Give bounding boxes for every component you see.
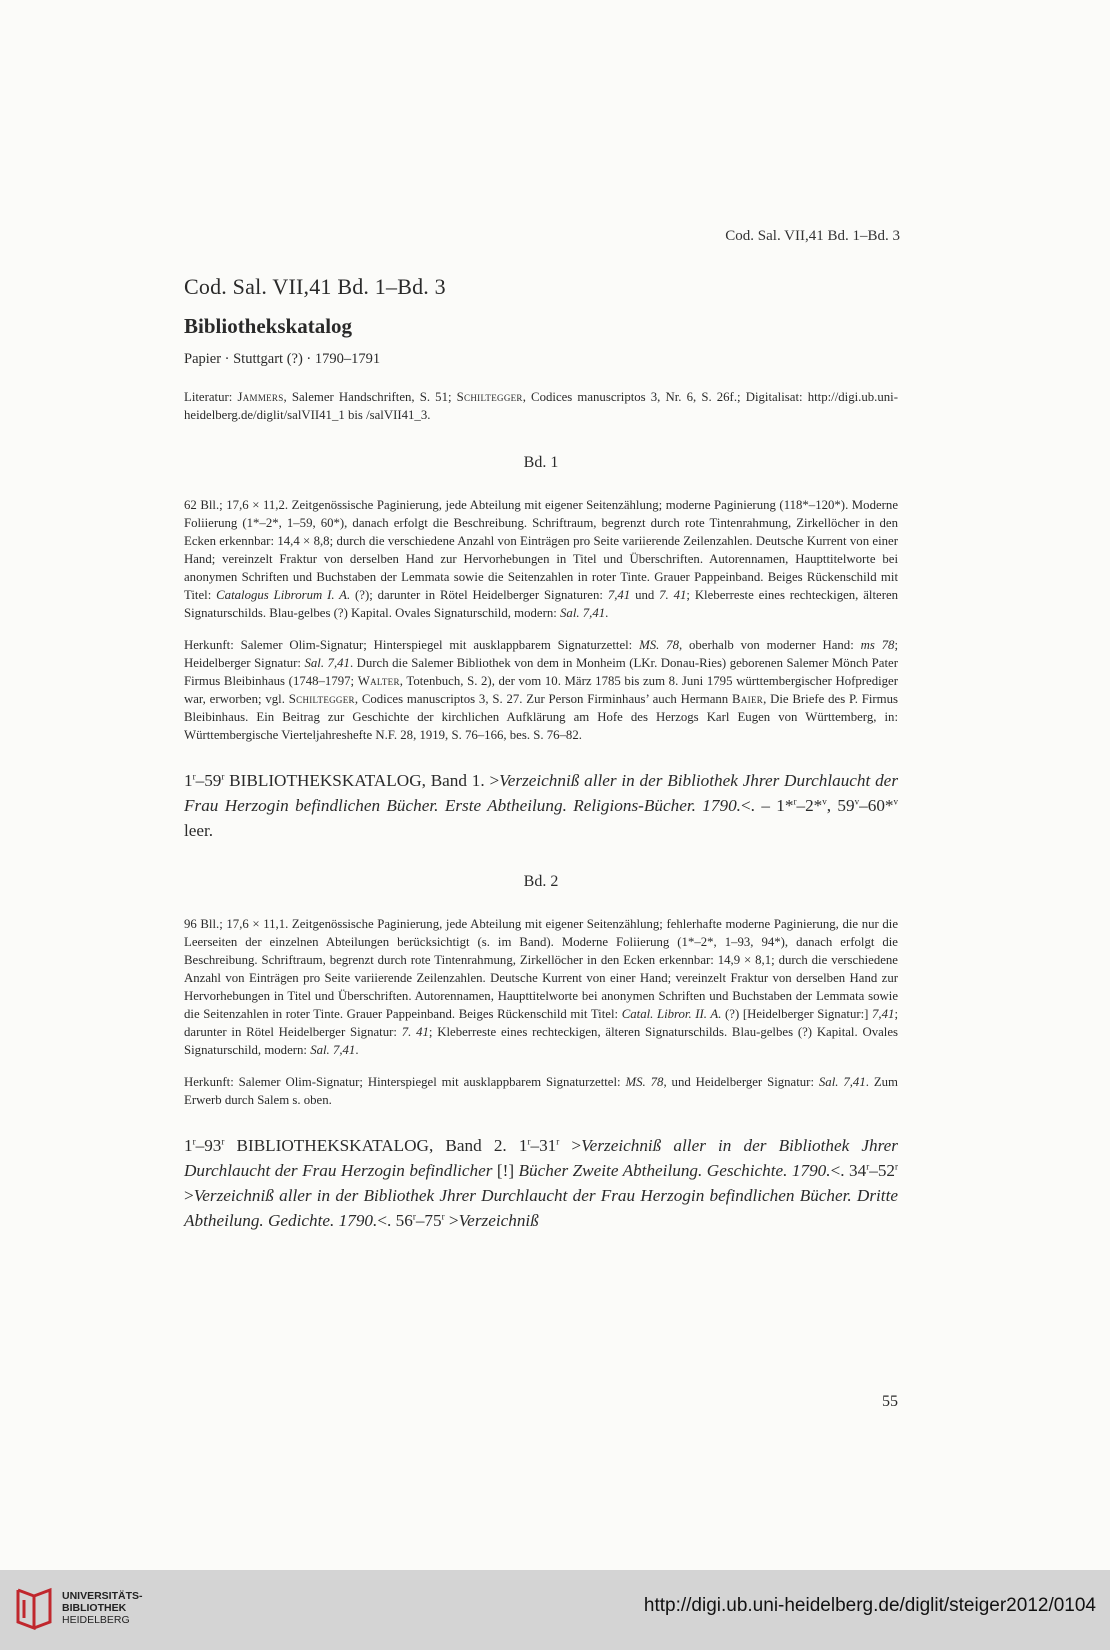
running-head: Cod. Sal. VII,41 Bd. 1–Bd. 3 [725,228,900,244]
origin-line: Papier · Stuttgart (?) · 1790–1791 [184,351,381,367]
shelfmark-heading: Cod. Sal. VII,41 Bd. 1–Bd. 3 [184,274,446,299]
permalink-url[interactable]: http://digi.ub.uni-heidelberg.de/diglit/steiger2012/0104 [643,1595,1096,1616]
catalog-entry [184,274,898,1233]
library-name: UNIVERSITÄTS- BIBLIOTHEK HEIDELBERG [62,1590,143,1626]
volume-1-contents: 1$^r$–59$^r$ BIBLIOTHEKSKATALOG, Band 1. >Verzeichniß aller in der Bibliothek Jhrer Durchlaucht der Frau Herzogin befindlichen Bücher. Erste Abtheilung. Religions-Bücher. 1790.<. – 1*$^r$–2*$^v$, 59$^v$–60*$^v$ leer. [184,771,899,840]
volume-1-description: 62 Bll.; 17,6 × 11,2. Zeitgenössische Paginierung, jede Abteilung mit eigener Seitenzählung; moderne Paginierung (118*–120*). Moderne Foliierung (1*–2*, 1–59, 60*), danach erfolgt die Beschreibung. Schriftraum, begrenzt durch rote Tintenrahmung, Zirkellöcher in den Ecken erkennbar: 14,4 × 8,8; durch die verschiedene Anzahl von Einträgen pro Seite variierende Zeilenzahlen. Deutsche Kurrent von einer Hand; vereinzelt Fraktur von derselben Hand zur Hervorhebungen in Titel und Überschriften. Autorennamen, Haupttitelworte bei anonymen Schriften und Buchstaben der Lemmata sowie die Seitenzahlen in roter Tinte. Grauer Pappeinband. Beiges Rückenschild mit Titel: Catalogus Librorum I. A. (?); darunter in Rötel Heidelberger Signaturen: 7,41 und 7. 41; Kleberreste eines rechteckigen, älteren Signaturschilds. Blau-gelbes (?) Kapital. Ovales Signaturschild, modern: Sal. 7,41. [184,498,899,620]
library-logo-icon [14,1586,54,1630]
volume-2-provenance: Herkunft: Salemer Olim-Signatur; Hinterspiegel mit ausklappbarem Signaturzettel: MS. 78, und Heidelberger Signatur: Sal. 7,41. Zum Erwerb durch Salem s. oben. [184,1075,898,1107]
volume-1-provenance: Herkunft: Salemer Olim-Signatur; Hinterspiegel mit ausklappbarem Signaturzettel: MS. 78, oberhalb von moderner Hand: ms 78; Heidelberger Signatur: Sal. 7,41. Durch die Salemer Bibliothek von dem in Monheim (LKr. Donau-Ries) geborenen Salemer Mönch Pater Firmus Bleibinhaus (1748–1797; Walter, Totenbuch, S. 2), der vom 10. März 1785 bis zum 8. Juni 1795 württembergischer Hofprediger war, erworben; vgl. Schiltegger, Codices manuscriptos 3, S. 27. Zur Person Firminhaus’ auch Hermann Baier, Die Briefe des P. Firmus Bleibinhaus. Ein Beitrag zur Geschichte der kirchlichen Aufklärung am Hofe des Herzogs Karl Eugen von Württemberg, in: Württembergische Vierteljahreshefte N.F. 28, 1919, S. 76–166, bes. S. 76–82. [184,638,899,742]
literature-paragraph: Literatur: Jammers, Salemer Handschriften, S. 51; Schiltegger, Codices manuscriptos 3, Nr. 6, S. 26f.; Digitalisat: http://digi.ub.uni-heidelberg.de/diglit/salVII41_1 bis /salVII41_3. [184,390,898,422]
volume-2-description: 96 Bll.; 17,6 × 11,1. Zeitgenössische Paginierung, jede Abteilung mit eigener Seitenzählung; fehlerhafte moderne Paginierung, die nur die Leerseiten der einzelnen Abteilungen berücksichtigt (s. im Band). Moderne Foliierung (1*–2*, 1–93, 94*), danach erfolgt die Beschreibung. Schriftraum, begrenzt durch rote Tintenrahmung, Zirkellöcher in den Ecken erkennbar: 14,9 × 8,1; durch die verschiedene Anzahl von Einträgen pro Seite variierende Zeilenzahlen. Deutsche Kurrent von einer Hand; vereinzelt Fraktur von derselben Hand zur Hervorhebungen in Titel und Überschriften. Autorennamen, Haupttitelworte bei anonymen Schriften und Buchstaben der Lemmata sowie die Seitenzahlen in roter Tinte. Grauer Pappeinband. Beiges Rückenschild mit Titel: Catal. Libror. II. A. (?) [Heidelberger Signatur:] 7,41; darunter in Rötel Heidelberger Signatur: 7. 41; Kleberreste eines rechteckigen, älteren Signaturschilds. Blau-gelbes (?) Kapital. Ovales Signaturschild, modern: Sal. 7,41. [184,917,899,1057]
page-number: 55 [882,1393,898,1410]
volume-2-contents: 1$^r$–93$^r$ BIBLIOTHEKSKATALOG, Band 2. $1^r-31^r$ >Verzeichniß aller in der Bibliothek Jhrer Durchlaucht der Frau Herzogin befindlicher [!] Bücher Zweite Abtheilung. Geschichte. 1790.<. $34^r-52^r$ >Verzeichniß aller in der Bibliothek Jhrer Durchlaucht der Frau Herzogin befindlichen Bücher. Dritte Abtheilung. Gedichte. 1790.<. $56^r-75^r$ >Verzeichniß [184,1136,898,1230]
footer-bar [0,1570,1110,1650]
manuscript-title: Bibliothekskatalog [184,314,353,338]
volume-2-heading: Bd. 2 [523,873,559,890]
volume-1-heading: Bd. 1 [523,454,559,471]
